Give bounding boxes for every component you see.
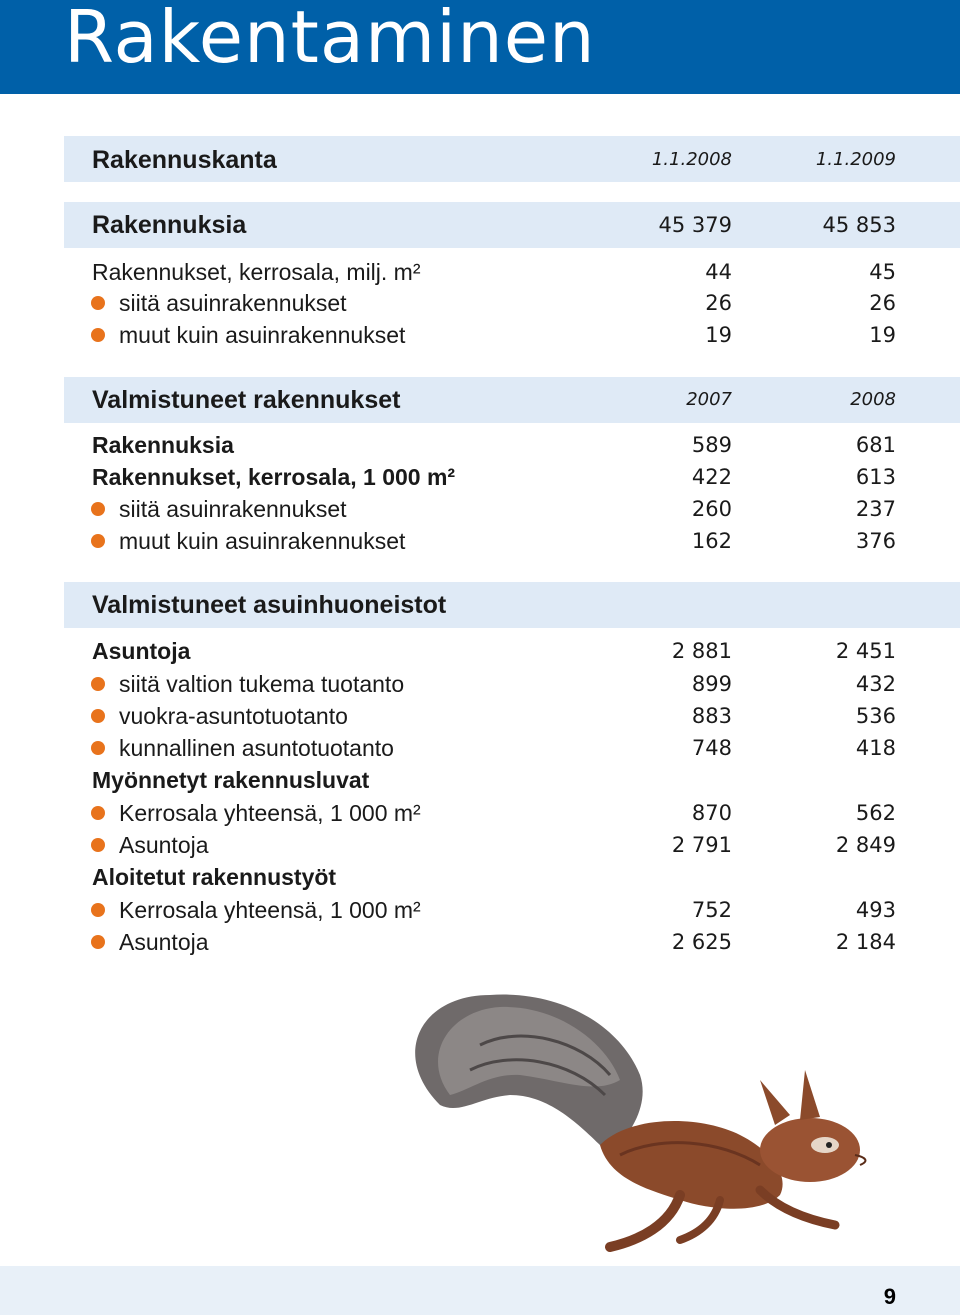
value-2007: 260 <box>691 497 732 521</box>
table-row <box>0 894 960 926</box>
table-row <box>0 829 960 861</box>
table-row <box>0 797 960 829</box>
value-2008: 2 849 <box>835 833 896 857</box>
row-label: Kerrosala yhteensä, 1 000 m² <box>119 897 421 923</box>
subsection-heading: Aloitetut rakennustyöt <box>92 864 337 890</box>
value-2007: 883 <box>691 704 732 728</box>
row-label: Asuntoja <box>92 638 191 664</box>
column-header-date: 1.1.2008 <box>651 149 732 170</box>
value-2008: 44 <box>705 260 732 284</box>
value-2007: 2 625 <box>671 930 732 954</box>
value-2008: 536 <box>855 704 896 728</box>
row-label: Rakennukset, kerrosala, 1 000 m² <box>92 464 456 490</box>
bullet-icon <box>91 903 105 917</box>
table-row <box>0 144 960 176</box>
table-row <box>0 668 960 700</box>
squirrel-illustration <box>380 985 880 1260</box>
table-row <box>0 256 960 288</box>
value-2008: 562 <box>855 801 896 825</box>
value-2007: 422 <box>691 465 732 489</box>
value-2008: 26 <box>705 291 732 315</box>
table-row <box>0 429 960 461</box>
table-row <box>0 209 960 241</box>
table-row <box>0 384 960 416</box>
table-row <box>0 525 960 557</box>
row-label: kunnallinen asuntotuotanto <box>119 735 394 761</box>
table-row <box>0 461 960 493</box>
value-2008: 237 <box>855 497 896 521</box>
value-2008: 376 <box>855 529 896 553</box>
row-label: muut kuin asuinrakennukset <box>119 322 406 348</box>
value-2009: 19 <box>869 323 896 347</box>
column-header-year: 2007 <box>686 389 732 410</box>
value-2008: 19 <box>705 323 732 347</box>
table-row <box>0 926 960 958</box>
bullet-icon <box>91 296 105 310</box>
row-label: Rakennuksia <box>92 211 247 239</box>
value-2007: 2 791 <box>671 833 732 857</box>
title-bar <box>0 0 960 94</box>
section-heading: Rakennuskanta <box>92 146 277 174</box>
page-title: Rakentaminen <box>64 0 596 79</box>
bullet-icon <box>91 838 105 852</box>
table-row <box>0 861 960 893</box>
value-2007: 899 <box>691 672 732 696</box>
bullet-icon <box>91 806 105 820</box>
table-row <box>0 287 960 319</box>
table-row <box>0 764 960 796</box>
value-2008: 681 <box>855 433 896 457</box>
value-2009: 26 <box>869 291 896 315</box>
bullet-icon <box>91 677 105 691</box>
value-2008: 45 379 <box>658 213 732 237</box>
column-header-year: 2008 <box>850 389 896 410</box>
table-row <box>0 635 960 667</box>
row-label: Kerrosala yhteensä, 1 000 m² <box>119 800 421 826</box>
value-2007: 2 881 <box>671 639 732 663</box>
row-label: Asuntoja <box>119 929 209 955</box>
bullet-icon <box>91 328 105 342</box>
value-2008: 613 <box>855 465 896 489</box>
table-row <box>0 493 960 525</box>
row-label: Rakennukset, kerrosala, milj. m² <box>92 259 421 285</box>
row-label: Asuntoja <box>119 832 209 858</box>
section-heading: Valmistuneet rakennukset <box>92 386 401 414</box>
page-number: 9 <box>883 1284 896 1309</box>
table-row <box>0 319 960 351</box>
value-2008: 2 184 <box>835 930 896 954</box>
table-row <box>0 700 960 732</box>
bullet-icon <box>91 935 105 949</box>
value-2007: 752 <box>691 898 732 922</box>
subsection-heading: Myönnetyt rakennusluvat <box>92 767 370 793</box>
column-header-date: 1.1.2009 <box>815 149 896 170</box>
row-label: siitä asuinrakennukset <box>119 496 347 522</box>
section-heading: Valmistuneet asuinhuoneistot <box>92 591 447 619</box>
bullet-icon <box>91 502 105 516</box>
bullet-icon <box>91 741 105 755</box>
value-2007: 589 <box>691 433 732 457</box>
value-2007: 162 <box>691 529 732 553</box>
value-2008: 493 <box>855 898 896 922</box>
row-label: Rakennuksia <box>92 432 234 458</box>
value-2008: 418 <box>855 736 896 760</box>
row-label: vuokra-asuntotuotanto <box>119 703 348 729</box>
value-2009: 45 853 <box>822 213 896 237</box>
table-row <box>0 732 960 764</box>
bullet-icon <box>91 534 105 548</box>
value-2007: 870 <box>691 801 732 825</box>
value-2007: 748 <box>691 736 732 760</box>
value-2009: 45 <box>869 260 896 284</box>
row-label: siitä asuinrakennukset <box>119 290 347 316</box>
value-2008: 432 <box>855 672 896 696</box>
footer-band <box>0 1266 960 1315</box>
value-2008: 2 451 <box>835 639 896 663</box>
table-row <box>0 589 960 621</box>
bullet-icon <box>91 709 105 723</box>
row-label: siitä valtion tukema tuotanto <box>119 671 405 697</box>
row-label: muut kuin asuinrakennukset <box>119 528 406 554</box>
